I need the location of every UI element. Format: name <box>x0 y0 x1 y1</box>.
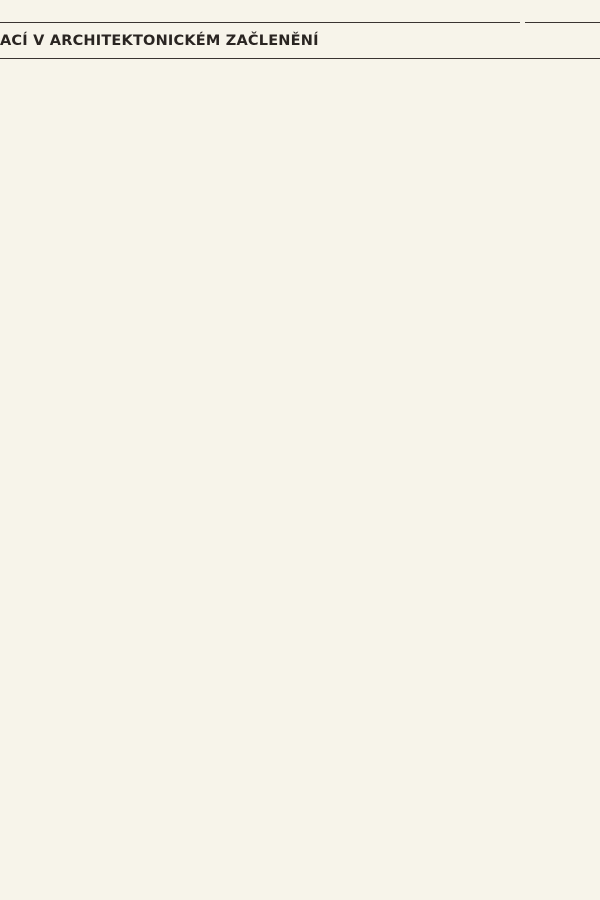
page-heading: ACÍ V ARCHITEKTONICKÉM ZAČLENĚNÍ <box>0 33 319 49</box>
heading-rule <box>0 58 600 59</box>
top-rule <box>0 22 520 23</box>
top-rule-right <box>525 22 600 23</box>
